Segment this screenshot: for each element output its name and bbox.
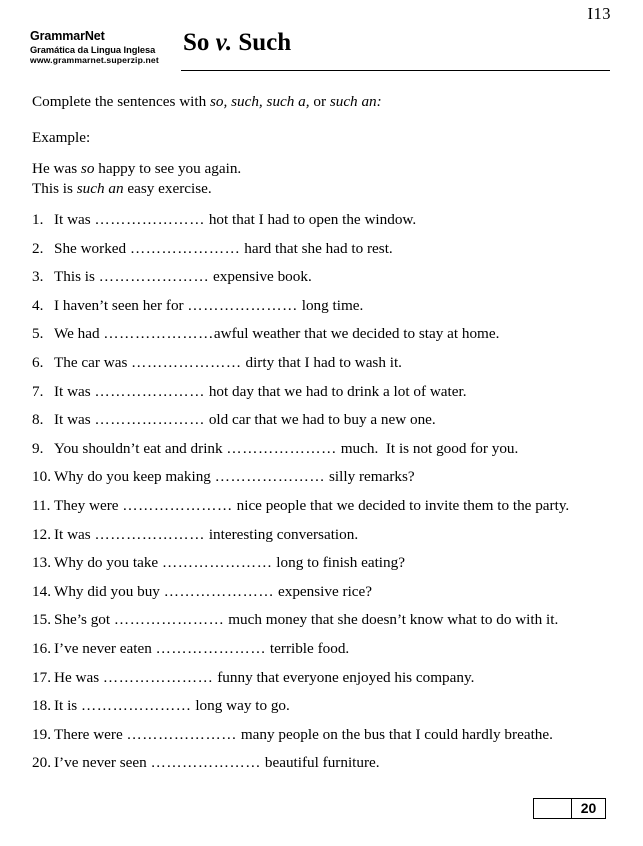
exercise-item-suffix: silly remarks?: [325, 468, 415, 486]
exercise-item: [32, 669, 632, 698]
exercise-item-text: [54, 669, 474, 687]
exercise-item-prefix: I’ve never eaten: [54, 639, 156, 657]
exercise-item-prefix: It was: [54, 525, 95, 543]
exercise-item-suffix: interesting conversation.: [205, 525, 359, 543]
exercise-item: [32, 554, 632, 583]
exercise-item-number: 3.: [32, 268, 44, 286]
exercise-item-number: 12.: [32, 525, 51, 543]
exercise-item-number: 15.: [32, 611, 51, 629]
exercise-item-text: [54, 640, 349, 658]
exercise-item-prefix: It was: [54, 411, 95, 429]
answer-blank[interactable]: …………………: [98, 268, 210, 286]
exercise-item-number: 9.: [32, 439, 44, 457]
score-input-cell[interactable]: [534, 799, 572, 818]
exercise-item-suffix: long way to go.: [191, 697, 290, 715]
exercise-item: [32, 240, 632, 269]
exercise-item-suffix: much. It is not good for you.: [336, 439, 519, 457]
exercise-item-prefix: He was: [54, 668, 103, 686]
exercise-item-number: 11.: [32, 496, 51, 514]
exercise-list: [32, 211, 632, 783]
exercise-item-number: 8.: [32, 411, 44, 429]
exercise-item-suffix: much money that she doesn’t know what to do with it.: [224, 611, 559, 629]
example-line-1: [32, 159, 241, 179]
exercise-item: [32, 268, 632, 297]
exercise-item-number: 4.: [32, 296, 44, 314]
example-block: [32, 159, 241, 199]
exercise-item-number: 6.: [32, 353, 44, 371]
page-title: [183, 30, 291, 55]
exercise-item-suffix: long time.: [297, 296, 364, 314]
instruction-text: [32, 93, 382, 111]
exercise-item-text: [54, 726, 553, 744]
instruction-forms-2: such an:: [329, 93, 382, 110]
exercise-item-prefix: You shouldn’t eat and drink: [54, 439, 227, 457]
exercise-item: [32, 611, 632, 640]
exercise-item-text: [54, 383, 467, 401]
exercise-item-text: [54, 354, 402, 372]
exercise-item-number: 14.: [32, 582, 51, 600]
score-total-cell: 20: [580, 800, 597, 816]
answer-blank[interactable]: …………………: [94, 411, 206, 429]
answer-blank[interactable]: …………………: [226, 439, 337, 457]
exercise-item-text: [54, 411, 436, 429]
exercise-item-text: [54, 754, 380, 772]
example-line-2-post: easy exercise.: [123, 179, 212, 197]
answer-blank[interactable]: …………………: [103, 325, 214, 343]
exercise-item-text: [54, 325, 499, 343]
exercise-item-suffix: hot day that we had to drink a lot of water.: [205, 382, 467, 400]
answer-blank[interactable]: …………………: [113, 611, 225, 629]
header-divider: [181, 70, 610, 71]
exercise-item: [32, 211, 632, 240]
exercise-item-suffix: expensive rice?: [274, 582, 373, 600]
exercise-item-suffix: old car that we had to buy a new one.: [205, 411, 436, 429]
exercise-item: [32, 497, 632, 526]
instruction-lead: Complete the sentences with: [32, 93, 210, 110]
exercise-item-prefix: She’s got: [54, 611, 114, 629]
exercise-item-suffix: beautiful furniture.: [261, 754, 380, 772]
example-line-1-post: happy to see you again.: [94, 160, 242, 177]
exercise-item-text: [54, 583, 372, 601]
brand-url: www.grammarnet.superzip.net: [30, 54, 159, 65]
exercise-item-suffix: awful weather that we decided to stay at home.: [213, 325, 500, 343]
exercise-item-number: 13.: [32, 554, 51, 572]
exercise-item: [32, 383, 632, 412]
exercise-item-prefix: I haven’t seen her for: [54, 296, 188, 314]
exercise-item: [32, 526, 632, 555]
exercise-item-prefix: Why do you take: [54, 554, 162, 572]
title-part-2: Such: [232, 29, 292, 56]
exercise-item-prefix: It was: [54, 211, 95, 228]
exercise-item-number: 17.: [32, 668, 51, 686]
exercise-item-number: 10.: [32, 468, 51, 486]
exercise-item-text: [54, 268, 312, 286]
exercise-item: [32, 354, 632, 383]
exercise-item-suffix: terrible food.: [266, 639, 350, 657]
answer-blank[interactable]: …………………: [94, 211, 206, 228]
answer-blank[interactable]: …………………: [81, 697, 192, 715]
exercise-item: [32, 411, 632, 440]
instruction-forms-1: so, such, such a,: [210, 93, 310, 110]
answer-blank[interactable]: …………………: [187, 296, 298, 314]
exercise-item-text: [54, 240, 393, 258]
title-versus: v.: [215, 29, 233, 56]
score-box: [533, 798, 606, 819]
exercise-item-prefix: They were: [54, 496, 123, 514]
answer-blank[interactable]: …………………: [94, 525, 206, 543]
exercise-item-number: 2.: [32, 239, 44, 257]
exercise-item-suffix: hard that she had to rest.: [240, 239, 393, 257]
exercise-item-number: 1.: [32, 211, 44, 228]
exercise-item-prefix: Why did you buy: [54, 582, 164, 600]
exercise-item: [32, 726, 632, 755]
brand-subtitle: Gramática da Lingua Inglesa: [30, 44, 156, 55]
example-line-2-pre: This is: [32, 179, 77, 197]
exercise-item: [32, 754, 632, 783]
title-part-1: So: [183, 29, 216, 56]
exercise-item-text: [54, 497, 569, 515]
brand-name: GrammarNet: [30, 29, 105, 43]
example-line-2: [32, 179, 241, 199]
exercise-item-prefix: She worked: [54, 239, 130, 257]
exercise-item-text: [54, 211, 416, 229]
exercise-item: [32, 325, 632, 354]
exercise-item-text: [54, 554, 405, 572]
exercise-item-number: 16.: [32, 639, 51, 657]
brand-logo: [30, 30, 180, 65]
exercise-item-text: [54, 468, 415, 486]
answer-blank[interactable]: …………………: [155, 639, 267, 657]
answer-blank[interactable]: …………………: [161, 554, 273, 572]
example-line-2-emphasis: such an: [76, 179, 124, 197]
answer-blank[interactable]: …………………: [102, 668, 214, 686]
answer-blank[interactable]: …………………: [150, 754, 262, 772]
exercise-item-suffix: many people on the bus that I could hardly breathe.: [237, 725, 553, 743]
exercise-item-number: 7.: [32, 382, 44, 400]
exercise-item-suffix: funny that everyone enjoyed his company.: [213, 668, 475, 686]
exercise-item-suffix: expensive book.: [209, 268, 312, 286]
answer-blank[interactable]: …………………: [122, 496, 233, 514]
exercise-item-number: 18.: [32, 697, 51, 715]
example-line-1-pre: He was: [32, 160, 81, 177]
page-code: I13: [587, 4, 611, 23]
instruction-mid: or: [309, 93, 330, 110]
exercise-item-text: [54, 611, 558, 629]
exercise-item-text: [54, 526, 358, 544]
exercise-item-prefix: It was: [54, 382, 95, 400]
exercise-item-prefix: Why do you keep making: [54, 468, 215, 486]
exercise-item-suffix: nice people that we decided to invite them to the party.: [232, 496, 570, 514]
answer-blank[interactable]: …………………: [126, 725, 238, 743]
exercise-item-text: [54, 440, 518, 458]
exercise-item: [32, 697, 632, 726]
exercise-item: [32, 640, 632, 669]
answer-blank[interactable]: …………………: [131, 353, 242, 371]
example-line-1-emphasis: so: [80, 160, 95, 177]
exercise-item: [32, 468, 632, 497]
answer-blank[interactable]: …………………: [94, 382, 206, 400]
exercise-item: [32, 297, 632, 326]
exercise-item-number: 19.: [32, 725, 51, 743]
exercise-item-text: [54, 297, 363, 315]
exercise-item-number: 5.: [32, 325, 44, 343]
exercise-item: [32, 583, 632, 612]
exercise-item-number: 20.: [32, 754, 51, 772]
exercise-item-prefix: We had: [54, 325, 104, 343]
example-label: Example:: [32, 129, 91, 146]
exercise-item-prefix: There were: [54, 725, 127, 743]
answer-blank[interactable]: …………………: [129, 239, 241, 257]
exercise-item-text: [54, 697, 290, 715]
exercise-item-suffix: long to finish eating?: [272, 554, 405, 572]
exercise-item: [32, 440, 632, 469]
exercise-item-prefix: The car was: [54, 353, 132, 371]
exercise-item-prefix: This is: [54, 268, 99, 286]
exercise-item-prefix: It is: [54, 697, 82, 715]
exercise-item-suffix: dirty that I had to wash it.: [241, 353, 402, 371]
exercise-item-prefix: I’ve never seen: [54, 754, 151, 772]
answer-blank[interactable]: …………………: [163, 582, 275, 600]
answer-blank[interactable]: …………………: [214, 468, 326, 486]
exercise-item-suffix: hot that I had to open the window.: [205, 211, 417, 228]
